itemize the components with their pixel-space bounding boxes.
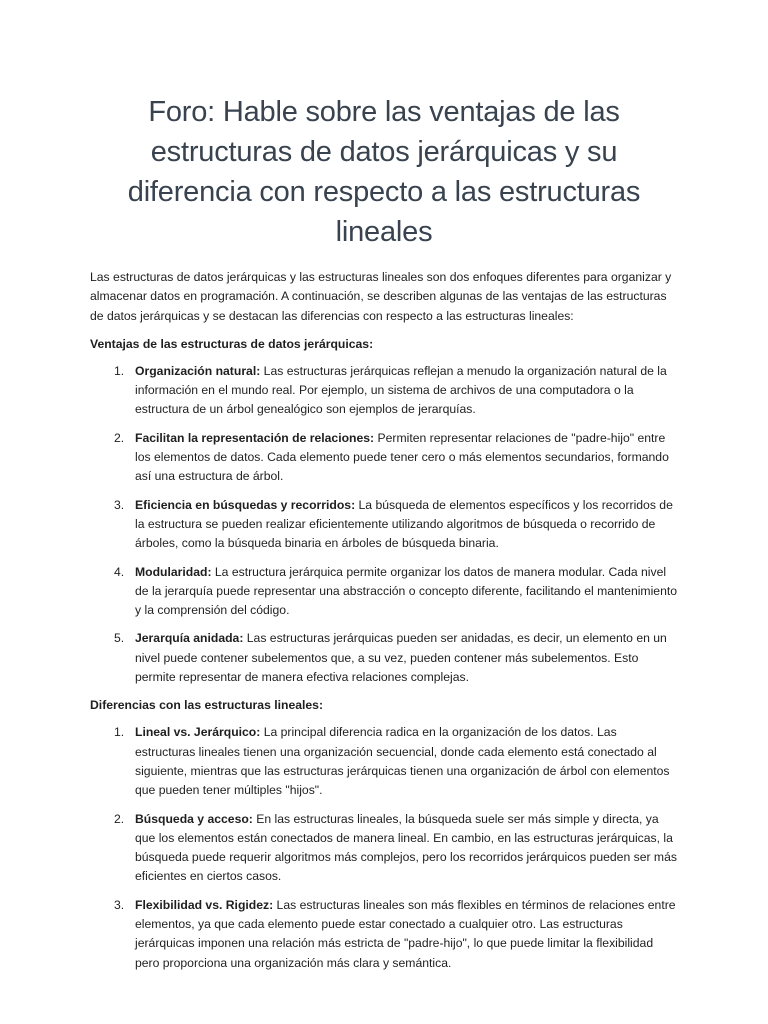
item-term: Organización natural: [135,363,261,378]
list-item [90,362,678,420]
item-text: La estructura jerárquica permite organizar los datos de manera modular. Cada nivel de la jerarquía puede representar una abstracción o concepto diferente, facilitando el mantenimiento y la comprensión del código. [135,564,678,618]
item-text: Las estructuras jerárquicas reflejan a menudo la organización natural de la información en el mundo real. Por ejemplo, un sistema de archivos de una computadora o la estructura de un árbol genealógico son ejemplos de jerarquías. [135,363,667,417]
list-number: 2. [114,430,125,445]
item-text: La principal diferencia radica en la organización de los datos. Las estructuras lineales tienen una organización secuencial, donde cada elemento está conectado al siguiente, mientras que las estructuras jerárquicas tienen una organización de árbol con elementos que pueden tener múltiples "hijos". [135,725,670,798]
item-text: Las estructuras jerárquicas pueden ser anidadas, es decir, un elemento en un nivel puede contener subelementos que, a su vez, pueden contener más subelementos. Esto permite representar de manera efectiva relaciones complejas. [135,631,667,685]
list-number: 1. [114,363,125,378]
item-term: Jerarquía anidada: [135,631,244,646]
item-text: La búsqueda de elementos específicos y los recorridos de la estructura se pueden realizar eficientemente utilizando algoritmos de búsqueda o recorrido de árboles, como la búsqueda binaria en árboles de búsqueda binaria. [135,497,673,551]
list-item [90,723,678,800]
differences-heading: Diferencias con las estructuras lineales: [90,698,324,713]
list-number: 3. [114,897,125,912]
list-number: 3. [114,497,125,512]
item-term: Flexibilidad vs. Rigidez: [135,897,274,912]
list-number: 2. [114,811,125,826]
item-term: Eficiencia en búsquedas y recorridos: [135,497,356,512]
list-item [90,810,678,887]
list-item [90,563,678,621]
list-item [90,896,678,973]
advantages-list [90,362,678,687]
item-text: Permiten representar relaciones de "padre-hijo" entre los elementos de datos. Cada elemento puede tener cero o más elementos secundarios, formando así una estructura de árbol. [135,430,669,484]
item-term: Modularidad: [135,564,212,579]
item-term: Lineal vs. Jerárquico: [135,725,261,740]
page-title: Foro: Hable sobre las ventajas de las estructuras de datos jerárquicas y su diferencia con respecto a las estructuras lineales [127,96,641,248]
list-item [90,496,678,554]
list-item [90,629,678,687]
document-page [90,92,678,982]
item-term: Facilitan la representación de relaciones: [135,430,375,445]
intro-paragraph: Las estructuras de datos jerárquicas y las estructuras lineales son dos enfoques diferentes para organizar y almacenar datos en programación. A continuación, se describen algunas de las ventajas de las estructuras de datos jerárquicas y se destacan las diferencias con respecto a las estructuras lineales: [90,270,672,323]
list-number: 4. [114,564,125,579]
differences-list [90,723,678,973]
list-number: 1. [114,725,125,740]
list-number: 5. [114,631,125,646]
item-text: Las estructuras lineales son más flexibles en términos de relaciones entre elementos, ya que cada elemento puede estar conectado a cualquier otro. Las estructuras jerárquicas imponen una relación más estricta de "padre-hijo", lo que puede limitar la flexibilidad pero proporciona una organización más clara y semántica. [135,897,676,970]
item-term: Búsqueda y acceso: [135,811,253,826]
list-item [90,429,678,487]
advantages-heading: Ventajas de las estructuras de datos jerárquicas: [90,336,374,351]
item-text: En las estructuras lineales, la búsqueda suele ser más simple y directa, ya que los elementos están conectados de manera lineal. En cambio, en las estructuras jerárquicas, la búsqueda puede requerir algoritmos más complejos, pero los recorridos jerárquicos pueden ser más eficientes en ciertos casos. [135,811,677,884]
